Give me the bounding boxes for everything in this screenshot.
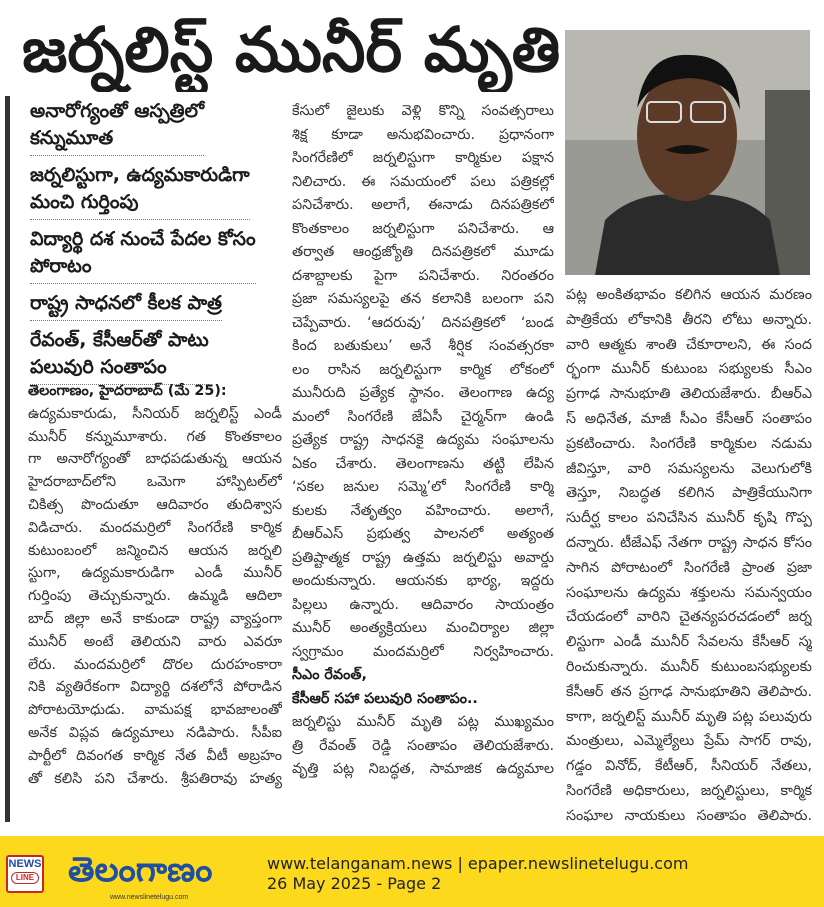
highlight-line: పోరాటం bbox=[30, 255, 92, 277]
text-line: మునీర్ అంత్యక్రియలు మంచిర్యాల జిల్లా bbox=[292, 620, 554, 636]
edition-date-page: 26 May 2025 - Page 2 bbox=[267, 874, 442, 893]
highlights-list bbox=[30, 98, 280, 391]
text-line: పోరాటయోధుడు. వామపక్ష భావజాలంతో bbox=[28, 702, 282, 719]
footer-banner bbox=[0, 836, 824, 907]
text-line: సింగరేణిలో జర్నలిస్టుగా కార్మికుల పక్షాన bbox=[292, 150, 554, 166]
text-line: కుటుంబంలో జన్మించిన ఆయన జర్నలి bbox=[28, 542, 282, 559]
text-line: సంఘాలను ఉద్యమ శక్తులను సమన్వయం bbox=[566, 584, 812, 601]
article-column-2 bbox=[292, 100, 554, 782]
text-line: నిలిచారు. ఈ సమయంలో పలు పత్రికల్లో bbox=[292, 173, 554, 190]
text-line: పార్టీలో దివంగత కార్మిక నేత వీటీ అబ్రహం bbox=[28, 747, 282, 764]
text-line: ప్రత్యేక రాష్ట్ర సాధనకై ఉద్యమ సంఘాలను bbox=[292, 432, 554, 448]
text-line: లం రాసిన జర్నలిస్టుగా కార్మిక లోకంలో bbox=[292, 361, 554, 378]
highlight-line: మంచి గుర్తింపు bbox=[30, 191, 139, 213]
telanganam-logo: తెలంగాణం bbox=[68, 850, 213, 890]
text-line: కేసీఆర్ తన ప్రగాఢ సానుభూతిని తెలిపారు. bbox=[566, 683, 812, 700]
text-line: ప్రజా సమస్యలపై తన కలానికి బలంగా పని bbox=[292, 291, 554, 307]
text-line: తర్వాత ఆంధ్రజ్యోతి దినపత్రికలో మూడు bbox=[292, 244, 554, 260]
text-line: సంఘాల నాయకులు సంతాపం తెలిపారు. bbox=[566, 807, 812, 824]
subheading-line: సీఎం రేవంత్, bbox=[292, 667, 367, 683]
text-line: స్వగ్రామం మందమర్రిలో నిర్వహించారు. bbox=[292, 643, 554, 660]
subheading-line: కేసీఆర్ సహా పలువురి సంతాపం.. bbox=[292, 690, 478, 707]
text-line: మంలో సింగరేణి జేఏసీ చైర్మన్‌గా ఉండి bbox=[292, 408, 554, 425]
text-line: సాగిన పోరాటంలో సింగరేణి ప్రాంత ప్రజా bbox=[566, 559, 812, 576]
text-line: బాద్ జిల్లా అనే కాకుండా రాష్ట్ర వ్యాప్తంగా bbox=[28, 610, 282, 627]
highlight-line: కన్నుమూత bbox=[30, 127, 114, 149]
text-line: మునీరుది ప్రత్యేక స్థానం. తెలంగాణ ఉద్య bbox=[292, 385, 554, 401]
text-line: లేరు. మందమర్రిలో దొరల దురహంకారా bbox=[28, 656, 282, 673]
text-line: బీఆర్ఎస్ ప్రభుత్వ పాలనలో అత్యంత bbox=[292, 526, 554, 542]
text-line: పిల్లలు ఉన్నారు. ఆదివారం సాయంత్రం bbox=[292, 596, 554, 613]
text-line: హైదరాబాద్‌లోని ఒమెగా హాస్పిటల్‌లో bbox=[28, 474, 282, 491]
text-line: వృత్తి పట్ల నిబద్ధత, సామాజిక ఉద్యమాల bbox=[292, 761, 554, 777]
newsline-logo bbox=[6, 855, 44, 893]
text-line: మునీర్ అంటే తెలియని వారు ఎవరూ bbox=[28, 633, 282, 650]
highlight-line: రేవంత్, కేసీఆర్‌తో పాటు bbox=[30, 329, 209, 351]
text-line: వారి ఆత్మకు శాంతి చేకూరాలని, ఈ సంద bbox=[566, 336, 812, 353]
text-line: గుర్తింపు తెచ్చుకున్నారు. ఉమ్మడి ఆదిలా bbox=[28, 588, 282, 605]
highlight-line: విద్యార్థి దశ నుంచే పేదల కోసం bbox=[30, 228, 256, 250]
text-line: చెప్పేవారు. ‘ఆదరువు’ దినపత్రికలో ‘బండ bbox=[292, 314, 554, 331]
text-line: జర్నలిస్టు మునీర్ మృతి పట్ల ముఖ్యమం bbox=[292, 714, 554, 730]
dateline: తెలంగాణం, హైదరాబాద్ (మే 25): bbox=[28, 383, 227, 399]
text-line: రించుకున్నారు. మునీర్ కుటుంబసభ్యులకు bbox=[566, 658, 812, 675]
highlight-item bbox=[30, 98, 204, 156]
text-line: విడిచారు. మందమర్రిలో సింగరేణి కార్మిక bbox=[28, 519, 282, 536]
text-line: తెస్తూ, నిబద్ధత కలిగిన పాత్రికేయునిగా bbox=[566, 485, 812, 502]
headline: జర్నలిస్ట్ మునీర్ మృతి bbox=[22, 13, 561, 86]
highlight-line: జర్నలిస్టుగా, ఉద్యమకారుడిగా bbox=[30, 164, 250, 186]
text-line: అందుకున్నారు. ఆయనకు భార్య, ఇద్దరు bbox=[292, 573, 554, 589]
article-column-1 bbox=[28, 380, 282, 790]
text-line: కొంతకాలం జర్నలిస్టుగా పనిచేశారు. ఆ bbox=[292, 220, 554, 237]
text-line: స్టుగా, ఉద్యమకారుడిగా ఎండీ మునీర్ bbox=[28, 565, 282, 582]
text-line: త్రి రేవంత్ రెడ్డి సంతాపం తెలియజేశారు. bbox=[292, 737, 554, 754]
journalist-photo bbox=[565, 30, 810, 275]
text-line: పాత్రికేయ లోకానికి తీరని లోటు అన్నారు. bbox=[566, 311, 812, 328]
highlight-line: అనారోగ్యంతో ఆస్పత్రిలో bbox=[30, 100, 205, 122]
text-line: కేసులో జైలుకు వెళ్లి కొన్ని సంవత్సరాలు bbox=[292, 103, 554, 119]
text-line: దన్నారు. టీజేఎఫ్ నేతగా రాష్ట్ర సాధన కోసం bbox=[566, 534, 812, 551]
text-line: తో కలిసి పని చేశారు. శ్రీపతిరావు హత్య bbox=[28, 770, 282, 787]
text-line: చేయడంలో వారిని చైతన్యపరచడంలో జర్న bbox=[566, 609, 812, 626]
text-line: పనిచేశారు. అలాగే, ఈనాడు దినపత్రికలో bbox=[292, 197, 554, 213]
text-line: గడ్డం వినోద్, కేటీఆర్, సీనియర్ నేతలు, bbox=[566, 758, 812, 775]
brand-url: www.newslinetelugu.com bbox=[110, 894, 189, 901]
text-line: దశాబ్దాలకు పైగా పనిచేశారు. నిరంతరం bbox=[292, 267, 554, 284]
text-line: ప్రగాఢ సానుభూతి తెలియజేశారు. బీఆర్ఎ bbox=[566, 386, 812, 403]
text-line: మంత్రులు, ఎమ్మెల్యేలు ప్రేమ్ సాగర్ రావు, bbox=[566, 733, 812, 750]
text-line: జీవిస్తూ, వారి సమస్యలను వెలుగులోకి bbox=[566, 460, 812, 477]
text-line: ‘సకల జనుల సమ్మె’లో సింగరేణి కార్మి bbox=[292, 479, 554, 495]
website-links: www.telanganam.news | epaper.newslinetelugu.com bbox=[267, 854, 689, 873]
highlight-line: రాష్ట్ర సాధనలో కీలక పాత్ర bbox=[30, 292, 222, 314]
text-line: మునీర్ కన్నుమూశారు. గత కొంతకాలం bbox=[28, 428, 282, 445]
logo-news-text: NEWS bbox=[8, 858, 42, 870]
highlight-item bbox=[30, 327, 209, 385]
text-line: చికిత్స పొందుతూ ఆదివారం తుదిశ్వాస bbox=[28, 496, 282, 513]
text-line: ప్రతిష్టాత్మక రాష్ట్ర ఉత్తమ జర్నలిస్టు అవార్డు bbox=[292, 549, 554, 566]
text-line: లిస్టుగా ఎండీ మునీర్ సేవలను కేసీఆర్ స్మ bbox=[566, 634, 812, 651]
text-line: ఉద్యమకారుడు, సీనియర్ జర్నలిస్ట్ ఎండీ bbox=[28, 405, 282, 422]
text-line: పట్ల అంకితభావం కలిగిన ఆయన మరణం bbox=[566, 287, 812, 303]
text-line: కాగా, జర్నలిస్ట్ మునీర్ మృతి పట్ల పలువురు bbox=[566, 708, 812, 725]
highlight-item bbox=[30, 162, 250, 220]
text-line: సింగరేణి అధికారులు, జర్నలిస్టులు, కార్మిక bbox=[566, 782, 812, 799]
text-line: గా అనారోగ్యంతో బాధపడుతున్న ఆయన bbox=[28, 451, 282, 468]
highlight-item bbox=[30, 290, 222, 321]
text-line: కింద బతుకులు’ అనే శీర్షిక సంవత్సరకా bbox=[292, 338, 554, 354]
text-line: శిక్ష కూడా అనుభవించారు. ప్రధానంగా bbox=[292, 126, 554, 143]
text-line: అనేక విప్లవ ఉద్యమాలు నడిపారు. సీపీఐ bbox=[28, 724, 282, 741]
text-line: ర్భంగా మునీర్ కుటుంబ సభ్యులకు సీఎం bbox=[566, 361, 812, 378]
text-line: ఏకం చేశారు. తెలంగాణను తట్టి లేపిన bbox=[292, 455, 554, 472]
article-column-3 bbox=[566, 283, 812, 829]
text-line: ప్రకటించారు. సింగరేణి కార్మికుల నడుమ bbox=[566, 435, 812, 452]
text-line: స్ అధినేత, మాజీ సీఎం కేసీఆర్ సంతాపం bbox=[566, 410, 812, 427]
highlight-item bbox=[30, 226, 256, 284]
text-line: సుదీర్ఘ కాలం పనిచేసిన మునీర్ కృషి గొప్ప bbox=[566, 510, 812, 527]
text-line: కులకు నేతృత్వం వహించారు. అలాగే, bbox=[292, 502, 554, 519]
column-rule bbox=[5, 96, 10, 822]
logo-line-text: LINE bbox=[11, 872, 39, 884]
text-line: నికి వ్యతిరేకంగా విద్యార్థి దశలోనే పోరాడిన bbox=[28, 679, 282, 696]
highlight-line: పలువురి సంతాపం bbox=[30, 356, 167, 378]
